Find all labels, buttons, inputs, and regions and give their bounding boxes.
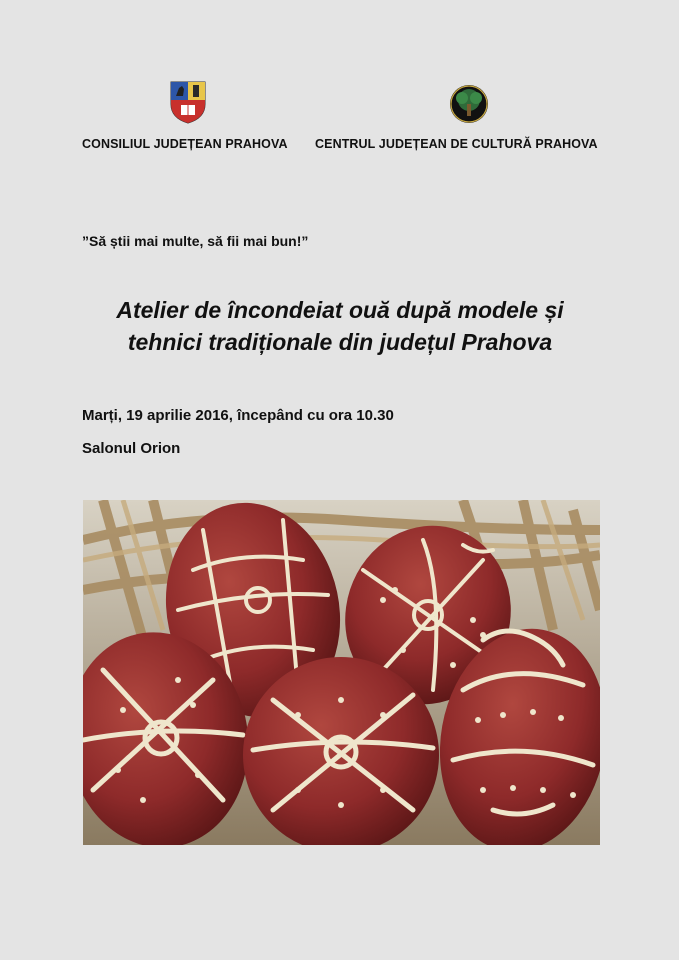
event-date: Marți, 19 aprilie 2016, începând cu ora 10.30: [82, 407, 394, 424]
event-title-line-2: tehnici tradiționale din județul Prahova: [127, 329, 553, 355]
event-venue: Salonul Orion: [82, 440, 181, 457]
event-title: [60, 294, 620, 358]
event-title-line-1: Atelier de încondeiat ouă după modele și: [116, 297, 564, 323]
easter-eggs-photo: [83, 500, 600, 845]
left-organization-name: CONSILIUL JUDEȚEAN PRAHOVA: [82, 137, 288, 151]
right-organization-name: CENTRUL JUDEȚEAN DE CULTURĂ PRAHOVA: [315, 137, 598, 151]
egg-4: [243, 657, 439, 845]
cultural-center-tree-icon: [449, 84, 489, 124]
prahova-coat-of-arms-icon: [169, 80, 207, 124]
motto-text: ”Să știi mai multe, să fii mai bun!”: [82, 233, 309, 249]
